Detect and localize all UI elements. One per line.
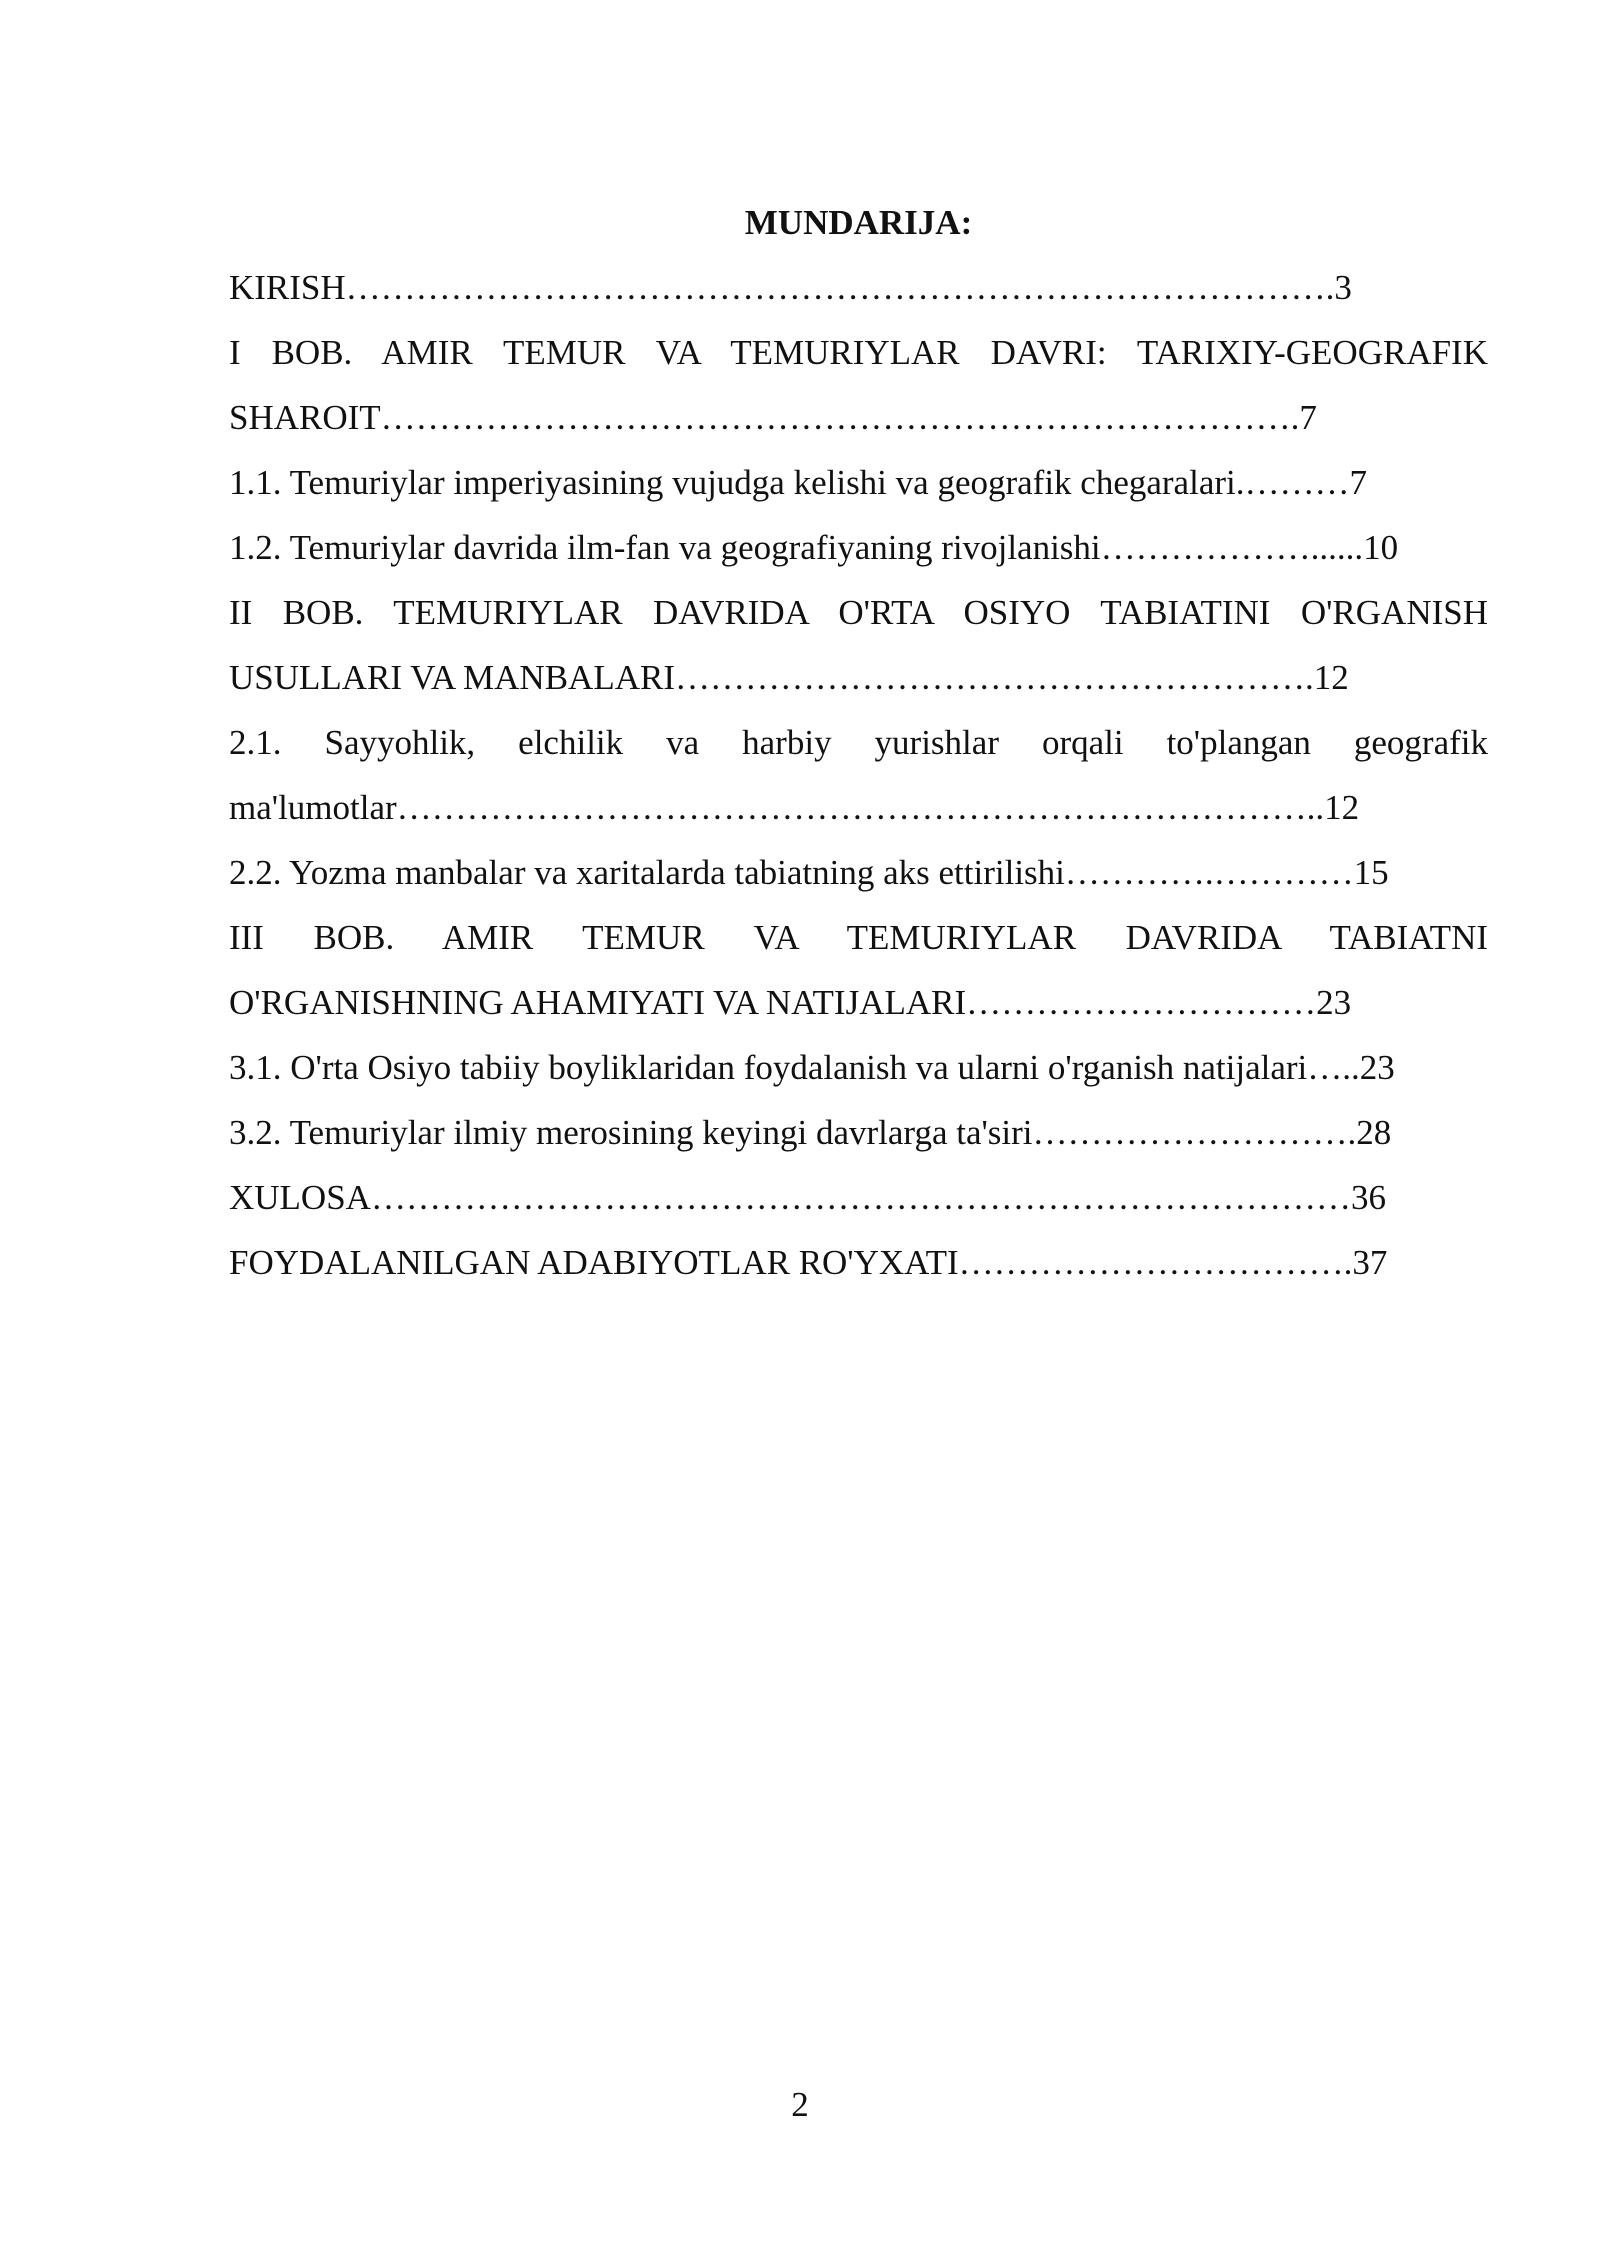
- toc-entry-section-2-1-cont: ma'lumotlar……………………………………………………………………..12: [229, 788, 1360, 827]
- toc-entry-chapter-1-heading-cont: SHAROIT…………………………………………………………………….7: [229, 398, 1317, 437]
- toc-entry-chapter-3-heading-cont: O'RGANISHNING AHAMIYATI VA NATIJALARI…………………………23: [229, 983, 1352, 1022]
- toc-entry-section-1-1: 1.1. Temuriylar imperiyasining vujudga kelishi va geografik chegaralari.………7: [229, 463, 1367, 502]
- toc-entry-chapter-3-heading: III BOB. AMIR TEMUR VA TEMURIYLAR DAVRIDA TABIATNI: [229, 918, 1488, 957]
- toc-entry-references: FOYDALANILGAN ADABIYOTLAR RO'YXATI…………………………….37: [229, 1243, 1388, 1282]
- toc-entry-section-1-2: 1.2. Temuriylar davrida ilm-fan va geografiyaning rivojlanishi………………......10: [229, 528, 1399, 567]
- toc-entry-chapter-2-heading-cont: USULLARI VA MANBALARI……………………………………………….12: [229, 658, 1349, 697]
- toc-entry-section-2-1: 2.1. Sayyohlik, elchilik va harbiy yurishlar orqali to'plangan geografik: [229, 723, 1488, 762]
- toc-entry-xulosa: XULOSA…………………………………………………………………………36: [229, 1178, 1386, 1217]
- toc-entry-section-3-1: 3.1. O'rta Osiyo tabiiy boyliklaridan foydalanish va ularni o'rganish natijalari…..23: [229, 1048, 1395, 1087]
- toc-entry-kirish: KIRISH………………………………………………………………………….3: [229, 268, 1352, 307]
- toc-title: MUNDARIJA:: [744, 203, 973, 242]
- toc-entry-section-3-2: 3.2. Temuriylar ilmiy merosining keyingi davrlarga ta'siri……………………….28: [229, 1113, 1392, 1152]
- toc-entry-chapter-2-heading: II BOB. TEMURIYLAR DAVRIDA O'RTA OSIYO TABIATINI O'RGANISH: [229, 593, 1488, 632]
- toc-entry-section-2-2: 2.2. Yozma manbalar va xaritalarda tabiatning aks ettirilishi………….…………15: [229, 853, 1389, 892]
- table-of-contents: [229, 190, 1488, 1295]
- toc-entry-chapter-1-heading: I BOB. AMIR TEMUR VA TEMURIYLAR DAVRI: TARIXIY-GEOGRAFIK: [229, 333, 1488, 372]
- page-number: 2: [791, 2085, 809, 2124]
